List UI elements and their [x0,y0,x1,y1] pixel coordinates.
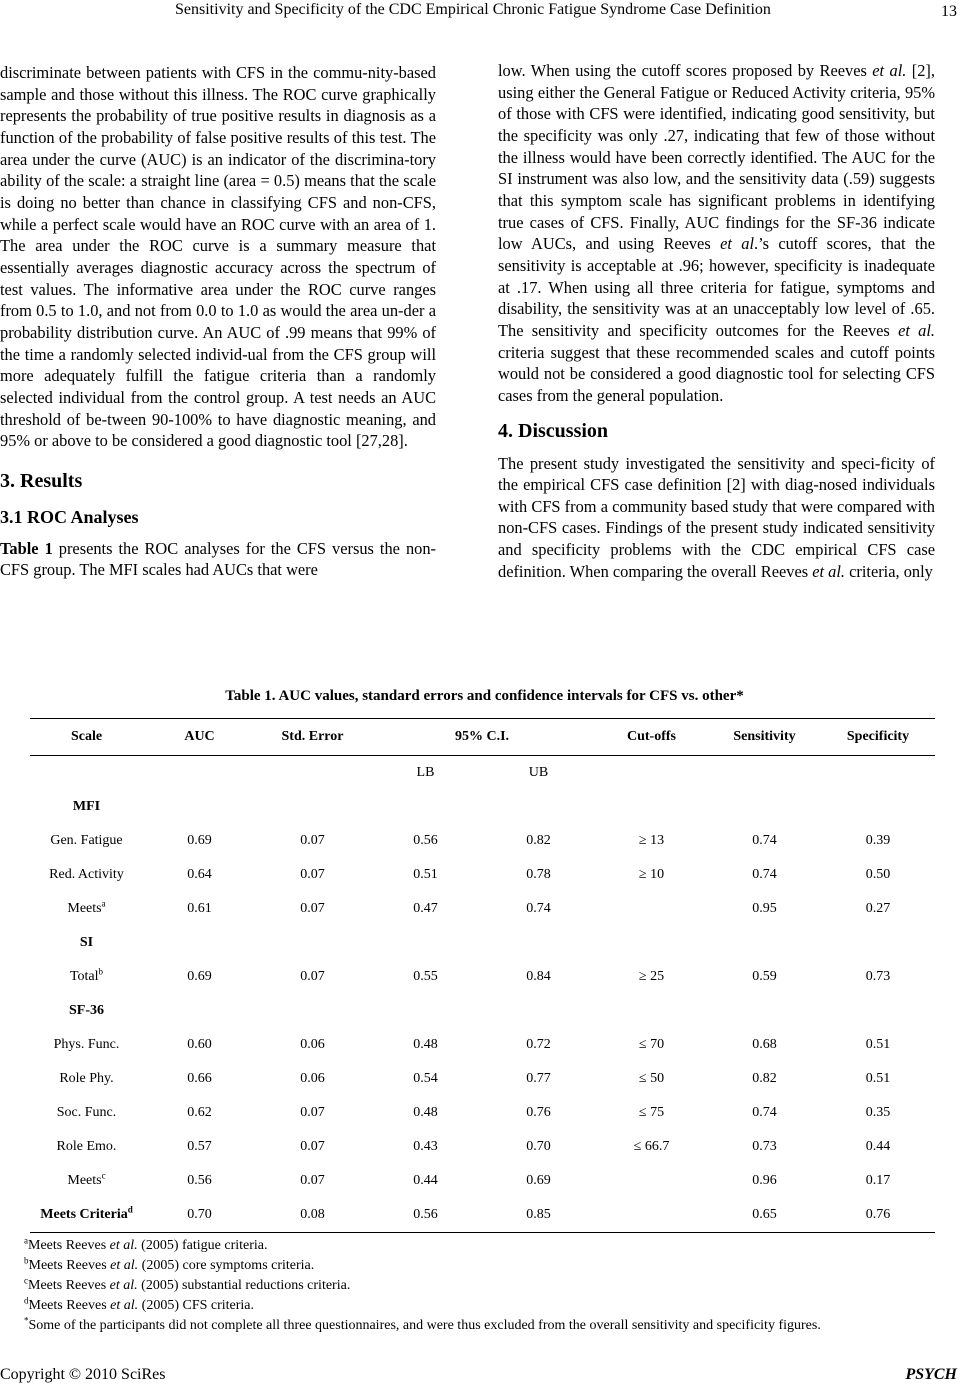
spec-cell: 0.50 [865,867,891,882]
group-label: SF-36 [69,1003,104,1018]
scale-name: Meets Criteria [40,1207,128,1222]
table-cell [821,994,935,1028]
column-header: Std. Error [256,719,369,756]
sens-cell: 0.59 [752,969,777,984]
cut-cell [595,1198,708,1233]
column-header: AUC [143,719,256,756]
table-cell: UB [528,765,549,780]
spec-cell: 0.17 [865,1173,891,1188]
body-paragraph: discriminate between patients with CFS in the commu-nity-based sample and those without this illness. The ROC curve graphically represents the probability of true positive results in diagnosis as a function of the probability of false positive results of this test. The area under the curve (AUC) is an indicator of the discrimina-tory ability of the scale: a straight line (area = 0.5) means that the scale is doing no better than chance in classifying CFS and non-CFS, while a perfect scale would have an ROC curve with an area of 1. The area under the ROC curve is a summary measure that essentially averages diagnostic accuracy across the spectrum of test values. The informative area under the ROC curve ranges from 0.5 to 1.0, and not from 0.0 to 1.0 as would the area un-der a probability distribution curve. An AUC of .99 means that 99% of the time a randomly selected individ-ual from the CFS group will more adequately fulfill the fatigue criteria than a randomly selected individual from the control group. A test needs an AUC threshold of be-tween 90-100% to have diagnostic meaning, and 95% or above to be considered a good diagnostic tool [27,28]. [0,63,436,451]
cut-cell [595,892,708,926]
table-cell [256,994,369,1028]
table-row [30,858,935,892]
table-cell [256,756,369,791]
cut-cell: ≤ 75 [638,1105,665,1120]
auc-cell: 0.60 [187,1037,212,1052]
footnote-marker: d [24,1295,29,1306]
footnote-text: Meets Reeves [28,1238,110,1253]
scale-cell [30,858,143,892]
body-paragraph [0,538,436,581]
table-cell [143,790,256,824]
table-cell [369,926,482,960]
ub-cell: 0.76 [526,1105,551,1120]
paragraph-text: criteria suggest that these recommended scales and cutoff points would not be considered a good diagnostic tool for selecting CFS cases from the general population. [498,342,935,405]
scale-name: Total [69,969,99,984]
body-paragraph [498,453,935,583]
journal-name: PSYCH [905,1366,957,1383]
scale-cell [30,1062,143,1096]
lb-cell: 0.48 [413,1105,438,1120]
lb-cell: 0.56 [369,1198,482,1233]
sens-cell: 0.65 [708,1198,821,1233]
copyright: Copyright © 2010 SciRes [0,1366,166,1383]
ub-cell: 0.70 [526,1139,551,1154]
lb-cell: 0.48 [413,1037,438,1052]
spec-cell: 0.39 [865,833,891,848]
italic-citation: et al. [109,1238,138,1253]
table-cell [482,926,595,960]
table-caption: Table 1. AUC values, standard errors and confidence intervals for CFS vs. other* [225,688,744,704]
cut-cell: ≥ 13 [638,833,665,848]
table-row [30,1164,935,1198]
footnote-marker: d [127,1204,133,1215]
scale-cell [30,1198,143,1233]
footnote [24,1256,821,1276]
cut-cell: ≥ 10 [638,867,665,882]
lb-cell: 0.55 [413,969,438,984]
table-cell [143,926,256,960]
ub-cell: 0.78 [526,867,551,882]
auc-cell: 0.70 [143,1198,256,1233]
paragraph-text: .’s cutoff scores, that the sensitivity is acceptable at .96; however, specificity is inadequate at .17. When using all three criteria for fatigue, symptoms and disability, the sensitivity was at an unacceptably low level of .65. The sensitivity and specificity outcomes for the Reeves [498,234,935,340]
table-cell: LB [416,765,435,780]
sens-cell: 0.96 [752,1173,777,1188]
ub-cell: 0.77 [526,1071,551,1086]
spec-cell: 0.44 [865,1139,891,1154]
column-header: Cut-offs [595,719,708,756]
group-row [30,790,935,824]
footnote [24,1276,821,1296]
table-cell [708,790,821,824]
lb-cell: 0.54 [413,1071,438,1086]
right-column [498,60,935,582]
sens-cell: 0.82 [752,1071,777,1086]
italic-citation: et al. [812,561,845,581]
auc-cell: 0.69 [187,833,212,848]
table-row [30,892,935,926]
auc-cell: 0.57 [187,1139,212,1154]
scale-cell [30,1164,143,1198]
table-cell [821,790,935,824]
footnote-text: (2005) substantial reductions criteria. [137,1278,351,1293]
footnote [24,1236,821,1256]
page-number: 13 [941,3,957,20]
italic-citation: et al. [898,320,936,340]
se-cell: 0.06 [300,1037,325,1052]
italic-citation: et al. [872,61,907,80]
se-cell: 0.07 [300,969,325,984]
footnote [24,1296,821,1316]
sens-cell: 0.74 [752,1105,777,1120]
table-cell [369,994,482,1028]
table-cell [143,756,256,791]
spec-cell: 0.51 [865,1037,891,1052]
table-cell [595,926,708,960]
group-row [30,926,935,960]
scale-cell [30,1028,143,1062]
footnote-marker: a [101,898,106,909]
table-reference: Table 1 [0,538,53,558]
table-row [30,1028,935,1062]
lb-cell: 0.47 [413,901,438,916]
scale-name: Role Emo. [56,1139,117,1154]
table-row [30,1130,935,1164]
subsection-heading-roc: 3.1 ROC Analyses [0,506,139,527]
scale-cell [30,960,143,994]
ub-cell: 0.72 [526,1037,551,1052]
italic-citation: et al. [109,1278,138,1293]
cut-cell: ≥ 25 [638,969,665,984]
ub-cell: 0.85 [482,1198,595,1233]
results-table [30,718,935,1233]
scale-name: Red. Activity [49,867,124,882]
sens-cell: 0.73 [752,1139,777,1154]
scale-name: Role Phy. [59,1071,114,1086]
subheader-row [30,756,935,791]
paragraph-text: The present study investigated the sensitivity and speci-ficity of the empirical CFS case definition [2] with diag-nosed individuals with CFS from a community based study that were compared with non-CFS cases. Findings of the present study indicated sensitivity and specificity problems with the CDC empirical CFS case definition. When comparing the overall Reeves [498,453,935,581]
scale-cell [30,892,143,926]
auc-cell: 0.64 [187,867,212,882]
italic-citation: et al [720,234,755,254]
auc-cell: 0.56 [187,1173,212,1188]
paragraph-text: low. When using the cutoff scores proposed by Reeves [498,61,873,80]
column-header: Specificity [821,719,935,756]
footnote-marker: c [24,1275,28,1286]
spec-cell: 0.35 [865,1105,891,1120]
cut-cell: ≤ 66.7 [633,1139,670,1154]
footnote-text: (2005) CFS criteria. [138,1298,255,1313]
column-header: Scale [30,719,143,756]
group-label: SI [79,935,94,950]
auc-cell: 0.66 [187,1071,212,1086]
table-cell [708,994,821,1028]
section-heading-discussion: 4. Discussion [498,419,609,442]
footnote-marker: * [24,1315,29,1326]
footnote-text: (2005) fatigue criteria. [137,1238,268,1253]
spec-cell: 0.73 [865,969,891,984]
paragraph-text: [2], using either the General Fatigue or Reduced Activity criteria, 95% of those with CFS were identified, indicating good sensitivity, but the specificity was only .27, indicating that few of those without the illness would have been correctly identified. The AUC for the SI instrument was also low, and the sensitivity data (.59) suggests that this symptom scale has significant problems in identifying true cases of CFS. Finally, AUC findings for the SF-36 indicate low AUCs, and using Reeves [498,61,935,254]
cut-cell: ≤ 50 [638,1071,665,1086]
scale-name: Meets [67,1173,102,1188]
footnote-marker: a [24,1235,28,1246]
table-cell [595,994,708,1028]
se-cell: 0.07 [300,1139,325,1154]
footnote-marker: b [24,1255,29,1266]
column-header: Sensitivity [708,719,821,756]
scale-cell [30,1130,143,1164]
se-cell: 0.07 [300,1105,325,1120]
spec-cell: 0.27 [865,901,891,916]
running-title: Sensitivity and Specificity of the CDC Empirical Chronic Fatigue Syndrome Case Definition [175,1,771,18]
table-cell [595,790,708,824]
table-cell [821,756,935,791]
table-row [30,960,935,994]
footnote-text: Meets Reeves [28,1298,111,1313]
se-cell: 0.08 [256,1198,369,1233]
table-cell [369,790,482,824]
footnote-text: Meets Reeves [28,1258,111,1273]
auc-cell: 0.62 [187,1105,212,1120]
footnote-text: Meets Reeves [28,1278,110,1293]
table-cell [30,756,143,791]
footnote-marker: c [101,1170,106,1181]
italic-citation: et al. [110,1298,139,1313]
ub-cell: 0.84 [526,969,551,984]
auc-cell: 0.61 [187,901,212,916]
se-cell: 0.06 [300,1071,325,1086]
table-cell [256,790,369,824]
ub-cell: 0.82 [526,833,551,848]
footnote [24,1316,821,1336]
sens-cell: 0.68 [752,1037,777,1052]
scale-cell [30,824,143,858]
scale-cell [30,1096,143,1130]
table-cell [143,994,256,1028]
table-row [30,1096,935,1130]
ub-cell: 0.74 [526,901,551,916]
lb-cell: 0.56 [413,833,438,848]
table-cell [708,926,821,960]
se-cell: 0.07 [300,901,325,916]
table-cell [482,994,595,1028]
paragraph-text: criteria, only [845,561,933,581]
table-cell [256,926,369,960]
table-row [30,1198,935,1233]
scale-name: Phys. Func. [53,1037,120,1052]
paragraph-text: presents the ROC analyses for the CFS versus the non-CFS group. The MFI scales had AUCs that were [0,538,436,580]
spec-cell: 0.51 [865,1071,891,1086]
cut-cell [595,1164,708,1198]
column-header: 95% C.I. [369,719,595,756]
table-cell [708,756,821,791]
lb-cell: 0.51 [413,867,438,882]
group-label: MFI [72,799,101,814]
body-paragraph [498,60,935,407]
cut-cell: ≤ 70 [638,1037,665,1052]
table-cell [821,926,935,960]
table-footnotes [24,1236,821,1336]
se-cell: 0.07 [300,867,325,882]
scale-name: Gen. Fatigue [50,833,123,848]
group-row [30,994,935,1028]
table-row [30,824,935,858]
section-heading-results: 3. Results [0,469,83,492]
scale-name: Meets [67,901,102,916]
table-cell [595,756,708,791]
se-cell: 0.07 [300,833,325,848]
table-row [30,1062,935,1096]
scale-name: Soc. Func. [56,1105,117,1120]
footnote-text: (2005) core symptoms criteria. [138,1258,315,1273]
sens-cell: 0.74 [752,867,777,882]
running-header [0,0,969,24]
se-cell: 0.07 [300,1173,325,1188]
footnote-text: Some of the participants did not complete all three questionnaires, and were thus excluded from the overall sensitivity and specificity figures. [28,1318,821,1333]
italic-citation: et al. [110,1258,139,1273]
sens-cell: 0.95 [752,901,777,916]
ub-cell: 0.69 [526,1173,551,1188]
sens-cell: 0.74 [752,833,777,848]
footnote-marker: b [98,966,104,977]
auc-cell: 0.69 [187,969,212,984]
spec-cell: 0.76 [821,1198,935,1233]
table-cell [482,790,595,824]
lb-cell: 0.43 [413,1139,438,1154]
lb-cell: 0.44 [413,1173,438,1188]
left-column [0,62,436,581]
